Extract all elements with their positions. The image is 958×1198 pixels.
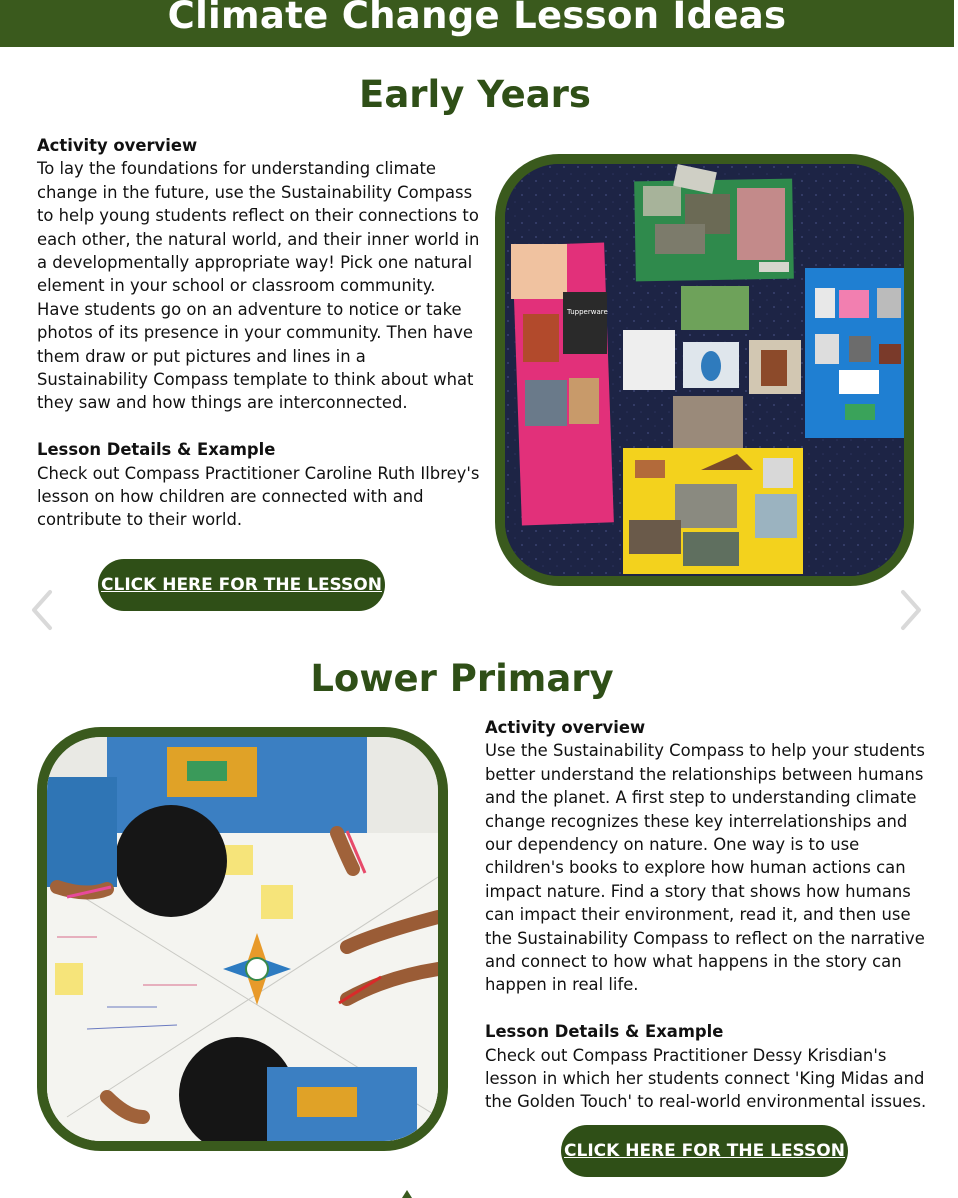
classroom-illustration	[47, 737, 438, 1141]
chevron-right-icon	[895, 588, 925, 632]
activity-overview-text: To lay the foundations for understanding climate change in the future, use the Sustainability Compass to help young students reflect on their connections to each other, the natural world, and their inner world in a developmentally appropriate way! Pick one natural element in your school or classroom community. Have students go on an adventure to notice or take photos of its presence in your community. Then have them draw or put pictures and lines in a Sustainability Compass template to think about what they saw and how things are interconnected.	[37, 159, 480, 413]
carousel-next-button[interactable]	[895, 588, 925, 632]
section-title-lower-primary: Lower Primary	[310, 657, 614, 700]
early-years-text	[37, 134, 482, 532]
section-title-early-years: Early Years	[359, 73, 591, 116]
lower-primary-photo	[37, 727, 448, 1151]
activity-overview-text: Use the Sustainability Compass to help your students better understand the relationships between humans and the planet. A first step to understanding climate change recognizes these key interrelationships and our dependency on nature. One way is to use children's books to explore how human actions can impact nature. Find a story that shows how humans can impact their environment, read it, and then use the Sustainability Compass to reflect on the narrative and connect to how what happens in the story can happen in real life.	[485, 741, 925, 995]
tree-icon	[401, 1190, 413, 1198]
lower-primary-lesson-button[interactable]: CLICK HERE FOR THE LESSON	[561, 1125, 848, 1177]
lower-primary-text	[485, 716, 930, 1114]
lesson-details-label: Lesson Details & Example	[37, 440, 276, 460]
lesson-details-text: Check out Compass Practitioner Dessy Krisdian's lesson in which her students connect 'King Midas and the Golden Touch' to real-world environmental issues.	[485, 1045, 927, 1112]
early-years-photo	[495, 154, 914, 586]
page-edge	[954, 0, 958, 1198]
early-years-lesson-button[interactable]: CLICK HERE FOR THE LESSON	[98, 559, 385, 611]
lesson-details-text: Check out Compass Practitioner Caroline Ruth Ilbrey's lesson on how children are connected with and contribute to their world.	[37, 463, 480, 530]
chevron-left-icon	[28, 588, 58, 632]
activity-overview-label: Activity overview	[37, 136, 198, 155]
collage-illustration	[505, 164, 904, 576]
page-title: Climate Change Lesson Ideas	[167, 0, 787, 37]
tupperware-label: Tupperware	[567, 308, 608, 316]
activity-overview-label: Activity overview	[485, 718, 646, 737]
page-banner	[0, 0, 954, 47]
carousel-prev-button[interactable]	[28, 588, 58, 632]
lesson-details-label: Lesson Details & Example	[485, 1022, 724, 1042]
